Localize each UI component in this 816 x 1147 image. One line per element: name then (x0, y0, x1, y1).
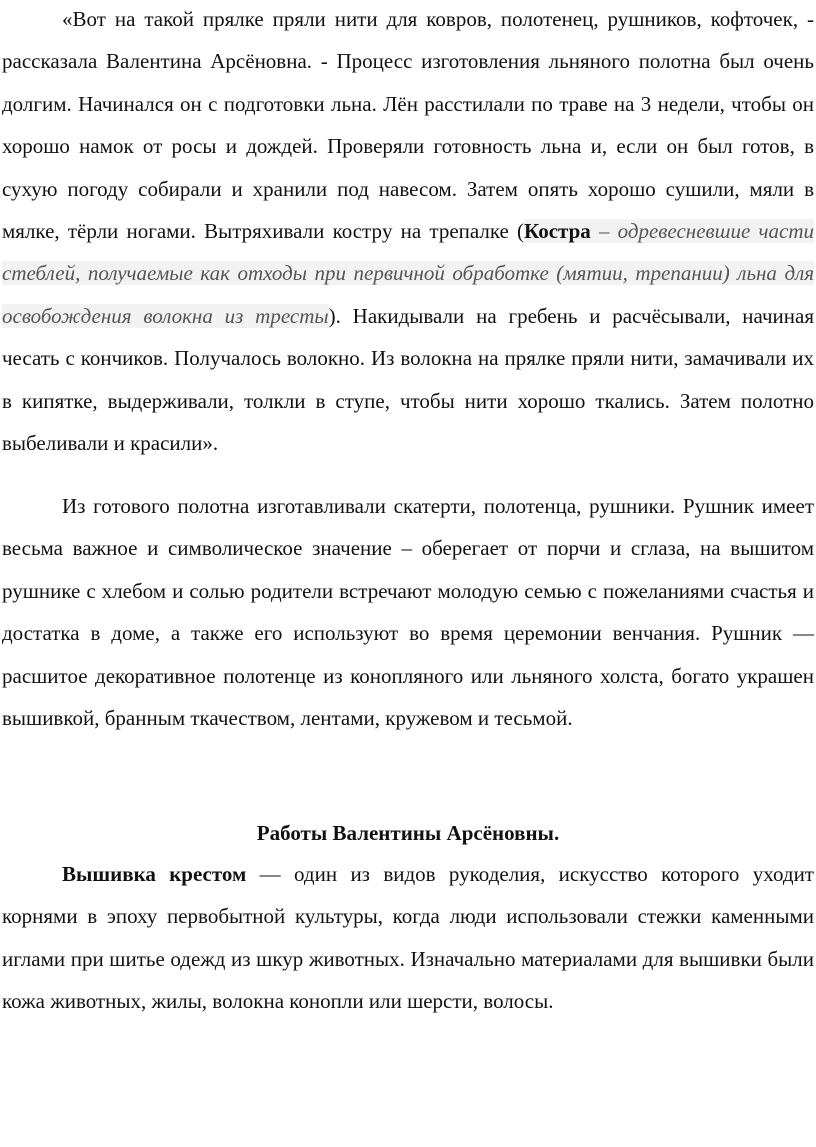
paragraph-cross-stitch (0, 853, 816, 1023)
paragraph-rushnik: Из готового полотна изготавливали скатерти, полотенца, рушники. Рушник имеет весьма важное и символическое значение – оберегает от порчи и сглаза, на вышитом рушнике с хлебом и солью родители встречают молодую семью с пожеланиями счастья и достатка в доме, а также его используют во время церемонии венчания. Рушник — расшитое декоративное полотенце из конопляного или льняного холста, богато украшен вышивкой, бранным ткачеством, лентами, кружевом и тесьмой. (2, 494, 814, 731)
section-heading: Работы Валентины Арсёновны. (256, 821, 560, 845)
note-definition: – одревесневшие части стеблей, получаемые как отходы при первичной обработке (мятии, трепании) льна для освобождения волокна из тресты (2, 219, 814, 328)
paragraph-process-story (0, 0, 816, 464)
paragraph-text-after-note: ). Накидывали на гребень и расчёсывали, начиная чесать с кончиков. Получалось волокно. Из волокна на прялке пряли нити, замачивали их в кипятке, выдерживали, толкли в ступе, чтобы нити хорошо ткались. Затем полотно выбеливали и красили». (2, 303, 815, 456)
note-term: Костра (524, 219, 591, 244)
term-cross-stitch: Вышивка крестом (62, 862, 247, 886)
paragraph-text-before-note: «Вот на такой прялке пряли нити для ковров, полотенец, рушников, кофточек, - рассказала Валентина Арсёновна. - Процесс изготовления льняного полотна был очень долгим. Начинался он с подготовки льна. Лён расстилали по траве на 3 недели, чтобы он хорошо намок от росы и дождей. Проверяли готовность льна и, если он был готов, в сухую погоду собирали и хранили под навесом. Затем опять хорошо сушили, мяли в мялке, тёрли ногами. Вытряхивали кострy на трепалке ( (2, 7, 814, 244)
paragraph-cross-stitch-text: — один из видов рукоделия, искусство которого уходит корнями в эпоху первобытной культуры, когда люди использовали стежки каменными иглами при шитье одежд из шкур животных. Изначально материалами для вышивки были кожа животных, жилы, волокна конопли или шерсти, волосы. (2, 862, 814, 1014)
